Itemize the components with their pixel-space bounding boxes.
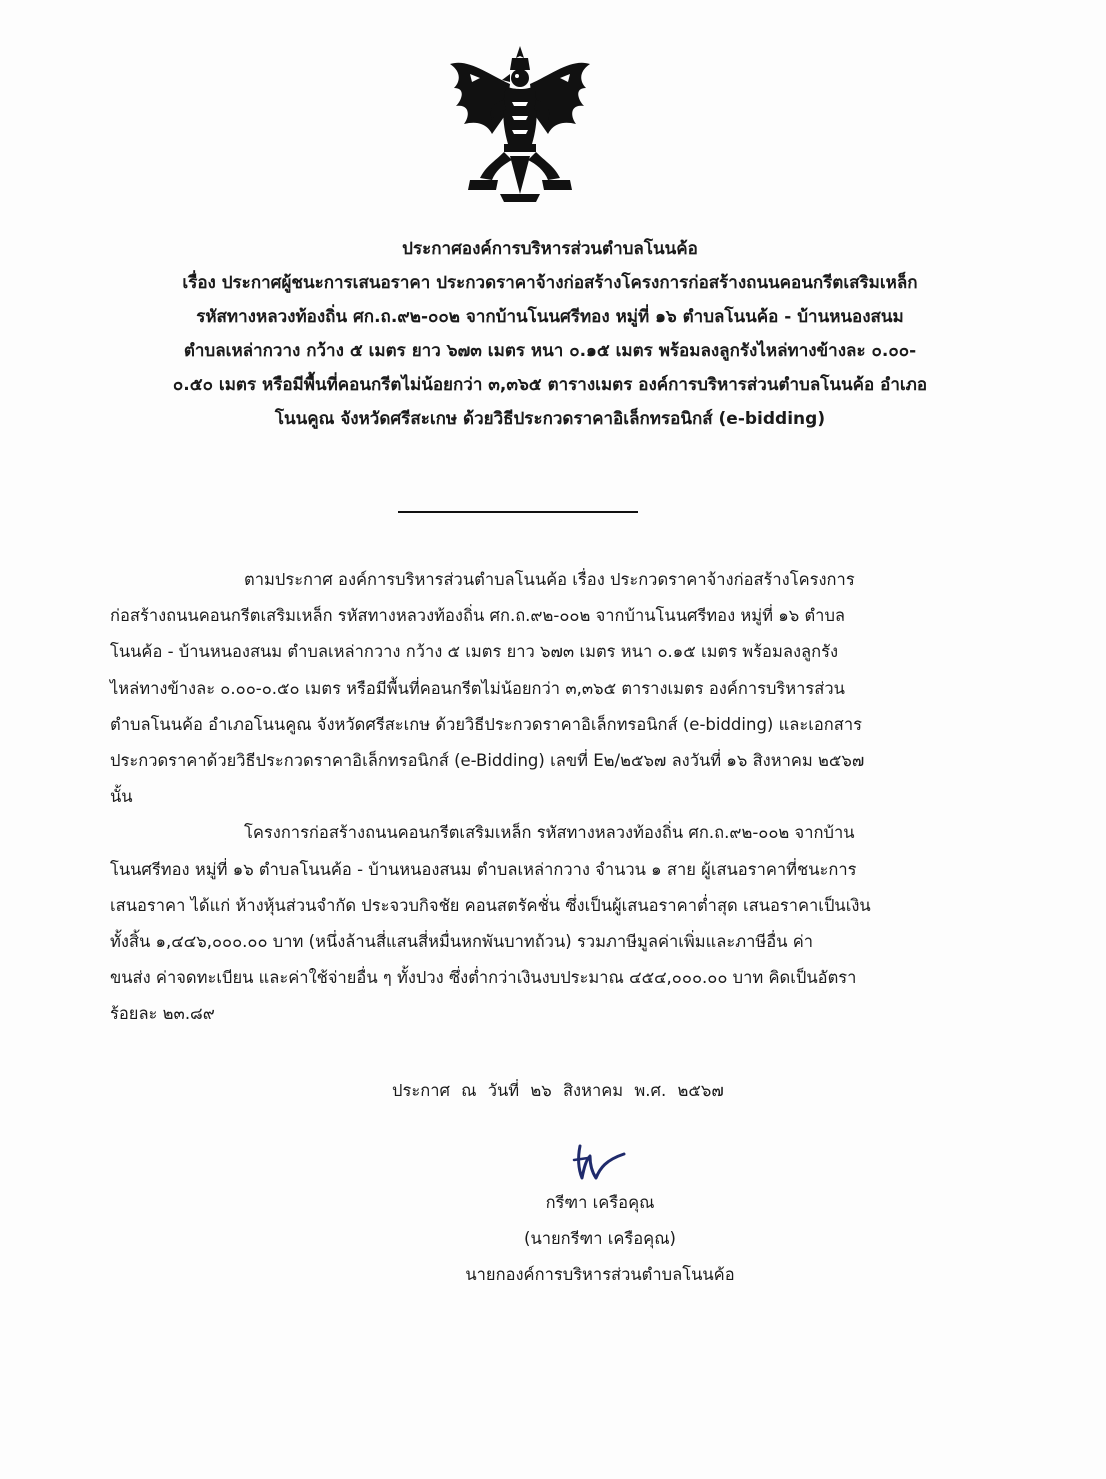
paragraph-2-line: ขนส่ง ค่าจดทะเบียน และค่าใช้จ่ายอื่น ๆ ทั้งปวง ซึ่งต่ำกว่าเงินงบประมาณ ๔๕๔,๐๐๐.๐๐ บาท คิดเป็นอัตรา	[110, 968, 857, 988]
announcement-date: ประกาศ ณ วันที่ ๒๖ สิงหาคม พ.ศ. ๒๕๖๗	[392, 1081, 724, 1100]
paragraph-1-line: นั้น	[110, 787, 133, 807]
paragraph-2-line: ร้อยละ ๒๓.๘๙	[110, 1004, 215, 1024]
header-divider	[398, 511, 638, 513]
header-title: ประกาศองค์การบริหารส่วนตำบลโนนค้อ	[402, 239, 698, 259]
paragraph-1-line: ก่อสร้างถนนคอนกรีตเสริมเหล็ก รหัสทางหลวงท้องถิ่น ศก.ถ.๙๒-๐๐๒ จากบ้านโนนศรีทอง หมู่ที่ ๑๖ ตำบล	[110, 606, 846, 626]
handwritten-signature-icon	[566, 1138, 632, 1186]
paragraph-2-line: โนนศรีทอง หมู่ที่ ๑๖ ตำบลโนนค้อ - บ้านหนองสนม ตำบลเหล่ากวาง จำนวน ๑ สาย ผู้เสนอราคาที่ชนะการ	[110, 859, 857, 879]
header-subject-line: รหัสทางหลวงท้องถิ่น ศก.ถ.๙๒-๐๐๒ จากบ้านโนนศรีทอง หมู่ที่ ๑๖ ตำบลโนนค้อ - บ้านหนองสนม	[196, 307, 904, 327]
paragraph-2-line: ทั้งสิ้น ๑,๔๔๖,๐๐๐.๐๐ บาท (หนึ่งล้านสี่แสนสี่หมื่นหกพันบาทถ้วน) รวมภาษีมูลค่าเพิ่มและภาษีอื่น ค่า	[110, 932, 814, 952]
paragraph-1-line: ตำบลโนนค้อ อำเภอโนนคูณ จังหวัดศรีสะเกษ ด้วยวิธีประกวดราคาอิเล็กทรอนิกส์ (e-bidding) และเอกสาร	[110, 714, 862, 734]
paragraph-1-line: ประกวดราคาด้วยวิธีประกวดราคาอิเล็กทรอนิกส์ (e-Bidding) เลขที่ E๒/๒๕๖๗ ลงวันที่ ๑๖ สิงหาคม ๒๕๖๗	[110, 751, 865, 771]
announcement-header	[110, 232, 990, 436]
announcement-body	[110, 562, 920, 1033]
garuda-emblem-icon	[440, 44, 600, 204]
signer-full-name: (นายกรีฑา เครือคุณ)	[524, 1229, 676, 1248]
paragraph-1-line: ไหล่ทางข้างละ ๐.๐๐-๐.๕๐ เมตร หรือมีพื้นที่คอนกรีตไม่น้อยกว่า ๓,๓๖๕ ตารางเมตร องค์การบริหารส่วน	[110, 678, 845, 698]
header-subject-line: โนนคูณ จังหวัดศรีสะเกษ ด้วยวิธีประกวดราคาอิเล็กทรอนิกส์ (e-bidding)	[274, 409, 826, 429]
paragraph-1-line: โนนค้อ - บ้านหนองสนม ตำบลเหล่ากวาง กว้าง ๕ เมตร ยาว ๖๗๓ เมตร หนา ๐.๑๕ เมตร พร้อมลงลูกรัง	[110, 642, 839, 662]
header-subject-line: ตำบลเหล่ากวาง กว้าง ๕ เมตร ยาว ๖๗๓ เมตร หนา ๐.๑๕ เมตร พร้อมลงลูกรังไหล่ทางข้างละ ๐.๐๐-	[183, 341, 917, 361]
paragraph-1-line: ตามประกาศ องค์การบริหารส่วนตำบลโนนค้อ เรื่อง ประกวดราคาจ้างก่อสร้างโครงการ	[244, 570, 855, 589]
signature-block	[440, 1185, 760, 1293]
signer-name: กรีฑา เครือคุณ	[545, 1193, 655, 1212]
header-subject-line: เรื่อง ประกาศผู้ชนะการเสนอราคา ประกวดราคาจ้างก่อสร้างโครงการก่อสร้างถนนคอนกรีตเสริมเหล็ก	[182, 273, 918, 293]
paragraph-2-line: เสนอราคา ได้แก่ ห้างหุ้นส่วนจำกัด ประจวบกิจชัย คอนสตรัคชั่น ซึ่งเป็นผู้เสนอราคาต่ำสุด เสนอราคาเป็นเงิน	[110, 895, 871, 915]
signer-position: นายกองค์การบริหารส่วนตำบลโนนค้อ	[465, 1265, 735, 1284]
paragraph-2-line: โครงการก่อสร้างถนนคอนกรีตเสริมเหล็ก รหัสทางหลวงท้องถิ่น ศก.ถ.๙๒-๐๐๒ จากบ้าน	[244, 823, 855, 843]
header-subject-line: ๐.๕๐ เมตร หรือมีพื้นที่คอนกรีตไม่น้อยกว่า ๓,๓๖๕ ตารางเมตร องค์การบริหารส่วนตำบลโนนค้อ อำเภอ	[172, 375, 928, 395]
